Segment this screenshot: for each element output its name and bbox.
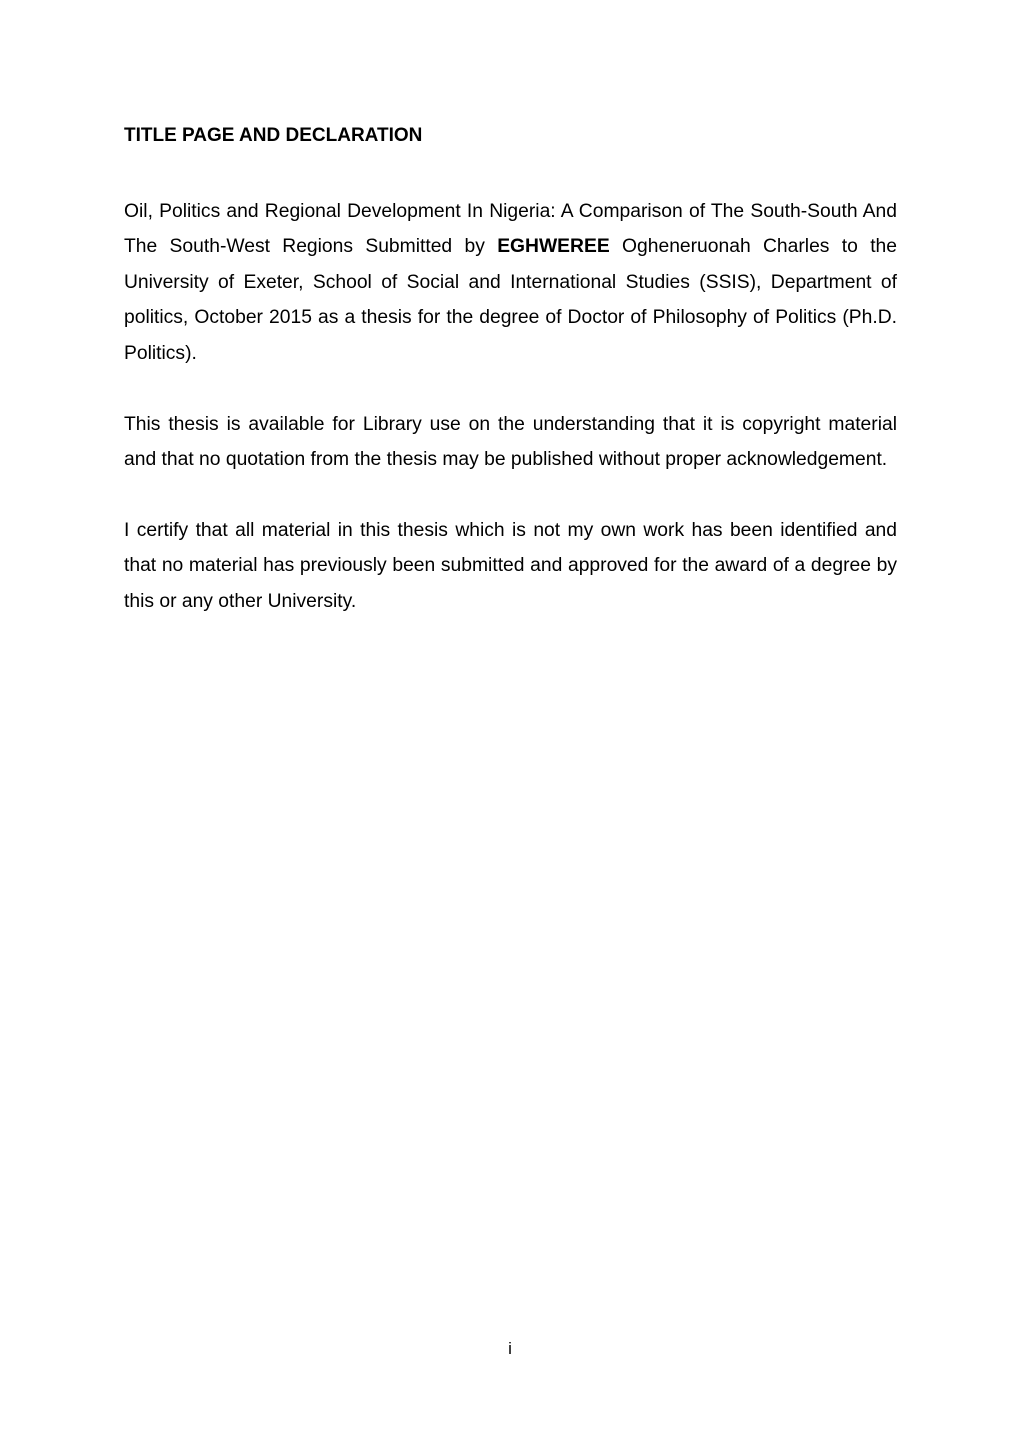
thesis-submission-text: Ogheneruonah Charles to the University of Exeter, School of Social and International Studies (SSIS), Department of politics, October 2015 as a thesis for the degree of Doctor of Philosophy of Politics (Ph.D. Politics). xyxy=(124,236,897,364)
page-content xyxy=(124,122,897,655)
thesis-title-text: Oil, Politics and Regional Development In Nigeria: A Comparison of The South-South And The South-West Regions Submitted by xyxy=(124,201,897,258)
thesis-title-paragraph xyxy=(124,194,897,371)
page-number: i xyxy=(508,1339,512,1358)
page-heading: TITLE PAGE AND DECLARATION xyxy=(124,125,423,146)
certification-paragraph: I certify that all material in this thesis which is not my own work has been identified and that no material has previously been submitted and approved for the award of a degree by this or any other University. xyxy=(124,519,897,612)
author-surname: EGHWEREE xyxy=(497,236,610,258)
copyright-paragraph: This thesis is available for Library use on the understanding that it is copyright material and that no quotation from the thesis may be published without proper acknowledgement. xyxy=(124,413,897,470)
